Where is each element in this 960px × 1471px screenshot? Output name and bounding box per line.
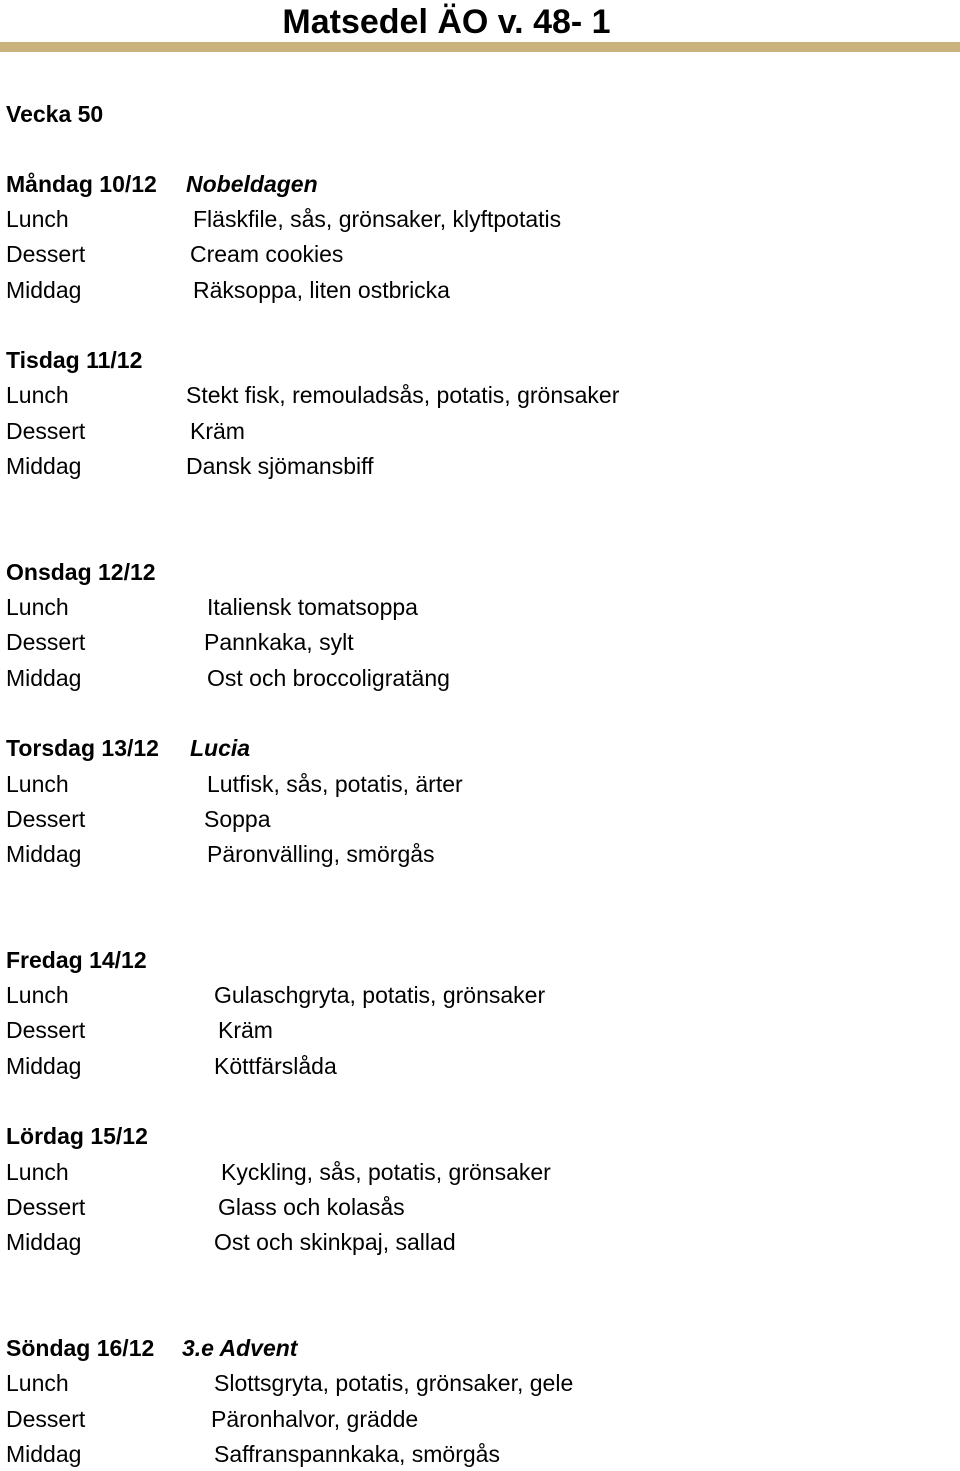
day-heading: Fredag 14/12 xyxy=(6,947,147,973)
dinner-label: Middag xyxy=(6,665,82,691)
lunch-label: Lunch xyxy=(6,594,69,620)
dinner-label: Middag xyxy=(6,453,82,479)
lunch-label: Lunch xyxy=(6,1370,69,1396)
day-heading: Lördag 15/12 xyxy=(6,1123,148,1149)
dessert-label: Dessert xyxy=(6,806,86,832)
lunch-dish: Kyckling, sås, potatis, grönsaker xyxy=(221,1159,551,1185)
dinner-dish: Dansk sjömansbiff xyxy=(186,453,374,479)
dessert-label: Dessert xyxy=(6,241,86,267)
dinner-dish: Ost och broccoligratäng xyxy=(207,665,450,691)
lunch-label: Lunch xyxy=(6,382,69,408)
lunch-label: Lunch xyxy=(6,206,69,232)
dessert-label: Dessert xyxy=(6,418,86,444)
title-divider xyxy=(0,42,960,52)
menu-title: Matsedel ÄO v. 48- 1 xyxy=(282,3,611,41)
day-note: Lucia xyxy=(190,735,251,761)
day-heading: Onsdag 12/12 xyxy=(6,559,156,585)
dinner-dish: Räksoppa, liten ostbricka xyxy=(193,277,450,303)
lunch-dish: Gulaschgryta, potatis, grönsaker xyxy=(214,982,546,1008)
dinner-dish: Ost och skinkpaj, sallad xyxy=(214,1229,456,1255)
lunch-label: Lunch xyxy=(6,1159,69,1185)
dessert-dish: Kräm xyxy=(218,1017,273,1043)
dessert-dish: Pannkaka, sylt xyxy=(204,629,354,655)
day-note: 3.e Advent xyxy=(182,1335,298,1361)
day-heading: Torsdag 13/12 xyxy=(6,735,159,761)
dinner-label: Middag xyxy=(6,277,82,303)
dessert-label: Dessert xyxy=(6,1194,86,1220)
lunch-dish: Stekt fisk, remouladsås, potatis, grönsaker xyxy=(186,382,620,408)
dessert-label: Dessert xyxy=(6,1017,86,1043)
dessert-label: Dessert xyxy=(6,1406,86,1432)
dinner-label: Middag xyxy=(6,1441,82,1467)
lunch-dish: Italiensk tomatsoppa xyxy=(207,594,418,620)
lunch-dish: Lutfisk, sås, potatis, ärter xyxy=(207,771,463,797)
dinner-label: Middag xyxy=(6,1053,82,1079)
day-heading: Måndag 10/12 xyxy=(6,171,157,197)
dessert-dish: Päronhalvor, grädde xyxy=(211,1406,419,1432)
lunch-dish: Slottsgryta, potatis, grönsaker, gele xyxy=(214,1370,574,1396)
day-note: Nobeldagen xyxy=(186,171,318,197)
dinner-dish: Köttfärslåda xyxy=(214,1053,337,1079)
dinner-dish: Saffranspannkaka, smörgås xyxy=(214,1441,500,1467)
day-heading: Tisdag 11/12 xyxy=(6,347,143,373)
dinner-label: Middag xyxy=(6,1229,82,1255)
dessert-dish: Kräm xyxy=(190,418,245,444)
dinner-label: Middag xyxy=(6,841,82,867)
day-heading: Söndag 16/12 xyxy=(6,1335,155,1361)
dessert-dish: Cream cookies xyxy=(190,241,344,267)
dessert-dish: Glass och kolasås xyxy=(218,1194,405,1220)
lunch-dish: Fläskfile, sås, grönsaker, klyftpotatis xyxy=(193,206,562,232)
lunch-label: Lunch xyxy=(6,771,69,797)
dessert-dish: Soppa xyxy=(204,806,271,832)
week-heading: Vecka 50 xyxy=(6,101,104,127)
dessert-label: Dessert xyxy=(6,629,86,655)
dinner-dish: Päronvälling, smörgås xyxy=(207,841,435,867)
lunch-label: Lunch xyxy=(6,982,69,1008)
